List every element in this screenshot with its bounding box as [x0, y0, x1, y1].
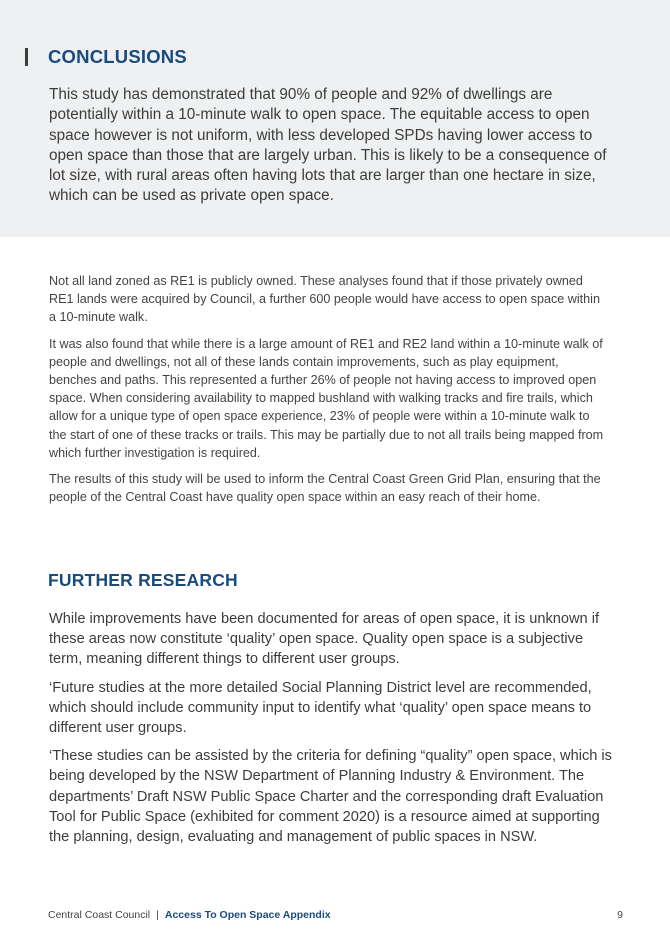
research-paragraph-3: ‘These studies can be assisted by the criteria for defining “quality” open space, which is being developed by the NSW Department of Planning Industry & Environment. The departments’ Draft NSW Public Space Charter and the corresponding draft Evaluation Tool for Public Space (exhibited for comment 2020) is a resource aimed at supporting the planning, design, evaluating and management of public spaces in NSW. — [49, 748, 612, 846]
further-research-body — [49, 609, 614, 855]
research-paragraph-2: ‘Future studies at the more detailed Social Planning District level are recommended, which should include community input to identify what ‘quality’ open space means to different user groups. — [49, 679, 592, 737]
conclusions-lead-paragraph: This study has demonstrated that 90% of people and 92% of dwellings are potentially within a 10-minute walk to open space. The equitable access to open space however is not uniform, with less developed SPDs having lower access to open space than those that are largely urban. This is likely to be a consequence of lot size, with rural areas often having lots that are larger than one hectare in size, which can be used as private open space. — [49, 86, 607, 205]
footer-organisation: Central Coast Council — [48, 909, 151, 921]
footer-separator: | — [156, 909, 159, 921]
heading-accent-bar — [25, 48, 28, 66]
body-paragraph-1: Not all land zoned as RE1 is publicly owned. These analyses found that if those privately owned RE1 lands were acquired by Council, a further 600 people would have access to open space within a 10-minute walk. — [49, 274, 600, 325]
body-paragraph-2: It was also found that while there is a large amount of RE1 and RE2 land within a 10-minute walk of people and dwellings, not all of these lands contain improvements, such as play equipment, benches and paths. This represented a further 26% of people not having access to improved open space. When considering availability to mapped bushland with walking tracks and fire trails, which allow for a unique type of open space experience, 23% of people were within a 10-minute walk to the start of one of these tracks or trails. This may be partially due to not all trails being mapped from which further investigation is required. — [49, 336, 604, 460]
footer-document-title: Access To Open Space Appendix — [164, 909, 331, 921]
page-number: 9 — [617, 909, 623, 921]
research-paragraph-1: While improvements have been documented for areas of open space, it is unknown if these areas now constitute ‘quality’ open space. Quality open space is a subjective term, meaning different things to different user groups. — [49, 611, 600, 668]
further-research-heading: FURTHER RESEARCH — [48, 570, 238, 590]
body-paragraph-3: The results of this study will be used to inform the Central Coast Green Grid Plan, ensuring that the people of the Central Coast have quality open space within an easy reach of their home. — [49, 472, 601, 505]
conclusions-heading: CONCLUSIONS — [48, 46, 187, 67]
conclusions-body — [49, 272, 609, 514]
page-footer — [48, 909, 623, 923]
